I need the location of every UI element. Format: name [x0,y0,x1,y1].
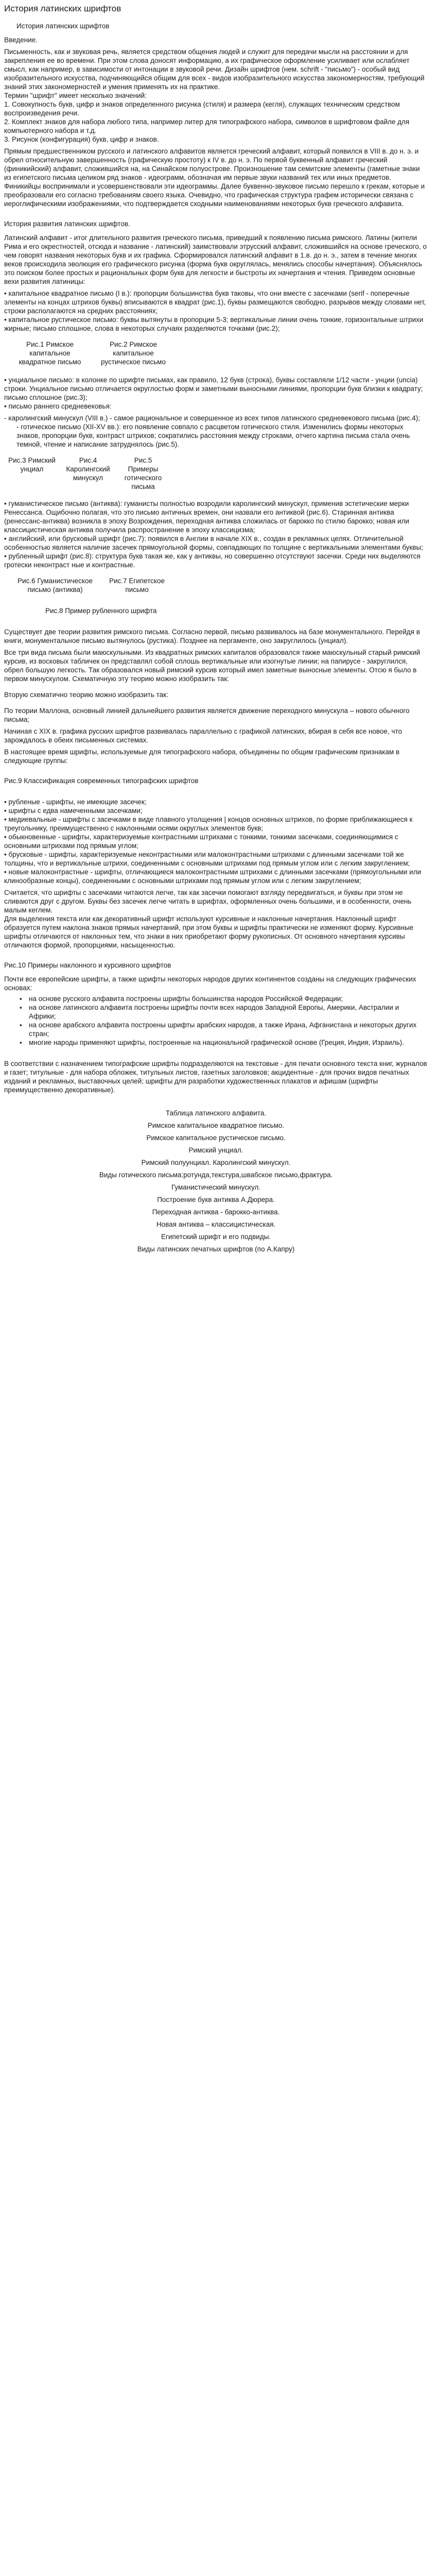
figure-caption: Рис.10 Примеры наклонного и курсивного шрифтов [4,961,171,969]
toc-item: Римское капитальное рустическое письмо. [146,1134,286,1142]
figure-row [4,456,428,491]
toc-item: Построение букв антиква А.Дюрера. [157,1196,275,1204]
figure-caption: Рис.5 Примеры готического письма [124,456,162,490]
list-item: ▪ многие народы применяют шрифты, построенные на национальной графической основе (Греция, Индия, Израиль). [20,1038,428,1047]
figure-row [4,340,428,366]
bullet-item: • письмо раннего средневековья: [4,402,112,410]
toc-item: Римское капитальное квадратное письмо. [147,1122,285,1129]
bullet-item: • капитальное квадратное письмо (I в.): пропорции большинства букв таковы, что они вместе с засечками (serif - поперечные элементы на концах штрихов буквы) вписываются в квадрат (рис.1), буквы размещаются свободно, разрывов между словами нет, строки располагаются на средних расстояниях; [4,290,426,315]
page-title: История латинских шрифтов [4,4,121,13]
figure-caption: Рис.3 Римский унциал [8,456,56,473]
bullet-item: • гуманистическое письмо (антиква): гуманисты полностью возродили каролингский минускул, применив эстетические мерки Ренессанса. Ощибочно полагая, что это письмо античных времен, они назвали его антиквой (рис.6). Старинная антиква (ренессанс-антиква) возникла в эпоху Возрождения, переходная антиква сложилась от барокко по стилю барокко; новая или классицистическая антиква получила распространение в эпоху классицизма; [4,500,409,534]
toc-item: Римский унциал. [188,1146,243,1154]
figure-caption: Рис.4 Каролингский минускул [66,456,110,482]
paragraph: Вторую схематично теорию можно изобразить так: [4,691,168,699]
figure-caption: Рис.9 Классификация современных типографских шрифтов [4,777,199,785]
bullet-item: • рубленный шрифт (рис.8): структура букв такая же, как у антиквы, но совершенно отсутствуют засечки. Среди них выделяются гротески неконтраст ные и контрастные. [4,552,421,569]
document [0,0,436,1273]
toc-item: Новая антиква – классицистическая. [156,1221,276,1228]
paragraph: Письменность, как и звуковая речь, является средством общения людей и служит для передачи мысли на расстоянии и для закрепления ее во времени. При этом слова доносят информацию, а их графическое оформление усиливает или ослабляет смысл, как например, в зависимости от интонации в звуковой речи. Дизайн шрифтов (нем. schrift - "письмо") - особый вид изобразительного искусства, подчиняющийся общим для всех - видов изобразительного искусства закономерностям, требующий знаний этих закономерностей и умения применять их на практике. [4,48,425,91]
table-of-contents [4,1109,428,1253]
paragraph: Все три вида письма были маюскульными. Из квадратных римских капиталов образовался также маюскульный старый римский курсив, из восковых табличек он представлял собой сплошь вертикальные или изогнутые линии; на папирусе - закруглился, обрел большую легкость. Так образовался новый римский курсив который имел заметные выносные элементы. Отсю я было в первом минускулом. Схематичную эту теорию можно изобразить так: [4,649,421,683]
figure-caption: Рис.1 Римское капитальное квадратное письмо [19,341,81,366]
paragraph: В настоящее время шрифты, используемые для типографского набора, объединены по общим графическим признакам в следующие группы: [4,748,400,765]
bullet-item: • английский, или брусковый шрифт (рис.7): появился в Англии в начале XIX в., создан в рекламных целях. Отличительной особенностью является наличие засечек прямоугольной формы, совпадающих по толщине с вертикальными элементами буквы; [4,535,423,551]
figure-caption: Рис.6 Гуманистическое письмо (антиква) [18,577,93,594]
section-latin-development [4,219,428,615]
paragraph: Прямым предшественником русского и латинского алфавитов является греческий алфавит, который появился в VIII в. до н. э. и обрел относительную завершенность (графическую простоту) к IV в. до н. э. По первой буквенный алфавит греческий (финикийский) алфавит, сложившийся на, на Синайском полуострове. Произношение там семитские элементы (гаметные знаки из египетского письма целиком ряд знаков - идеограмм, обозначая им первые звуки названий тех или иных предметов. Финикийцы воспринимали и усовершенствовали эти идеограммы. Далее буквенно-звуковое письмо перешло к грекам, которые и преобразовали его согласно требованиям своего языка. Очевидно, что графическая структура графем исторически связана с иероглифическими изображениями, что подтверждается сходными наименованиями некоторых букв греческого алфавита. [4,147,425,208]
bullet-item: • рубленые - шрифты, не имеющие засечек; [4,798,147,806]
section-theories [4,628,428,765]
section-classification [4,776,428,950]
toc-item: Таблица латинского алфавита. [165,1109,267,1117]
figure-caption: Рис.8 Пример рубленного шрифта [45,607,157,615]
paragraph: В соответствии с назначением типографские шрифты подразделяются на текстовые - для печати основного текста книг, журналов и газет; титульные - для набора обложек, титульных листов, газетных заголовков; акцидентные - для прочих видов печатных изданий и рекламных, выставочных целей; шрифты для разработки художественных плакатов и афишам (шрифты преимущественно декоративные). [4,1060,427,1094]
bullet-item: • капитальное рустическое письмо: буквы вытянуты в пропорции 5-3; вертикальные линии очень тонкие, горизонтальные штрихи жирные; письмо сплошное, слова в некоторых случаях разделяются точками (рис.2); [4,316,424,332]
paragraph: Существует две теории развития римского письма. Согласно первой, письмо развивалось на базе монументального. Перейдя в книги, монументальное письмо вытянулось (рустика). Позднее на пергаменте, оно закруглилось (унциал). [4,628,420,645]
paragraph: Почти все европейские шрифты, а также шрифты некоторых народов других континентов созданы на следующих графических основах: [4,975,416,992]
bullet-item: • брусковые - шрифты, характеризуемые неконтрастными или малоконтрастными штрихами с длинными засечками той же толщины, что и вертикальные штрихи, соединенными с основными штрихами под прямым углом или с легким закруглением; [4,851,410,867]
toc-item: Египетский шрифт и его подвиды. [161,1233,271,1241]
toc-item: Гуманистический минускул. [171,1183,261,1191]
toc-item: Римский полуунциал. Каролингский минускул. [141,1159,291,1166]
toc-item: Виды латинских печатных шрифтов (по А.Капру) [137,1245,295,1253]
bullet-item: - готическое письмо (XII-XV вв.): его появление совпало с расцветом готического стиля. Изменились формы некоторых знаков, пропорции букв, контраст штрихов; сократились расстояния между строками, отчего картина письма стала очень темной, чтение и написание затруднялось (рис.5). [16,423,410,448]
section-heading: История развития латинских шрифтов. [4,220,130,228]
intro-label: Введение. [4,36,38,44]
paragraph: Латинский алфавит - итог длительного развития греческого письма, приведший к появлению письма римского. Латины (жители Рима и его окрестностей, отсюда и название - латинский) заимствовали этрусский алфавит, сложившийся на основе греческого, о чем говорят названия некоторых букв и их графика. Сформировался латинский алфавит в 1.в. до н. э., затем в течение многих веков происходила эволюция его графического рисунка (форма букв округлялась, менялись способы начертания). Объяснялось это поиском более простых и рациональных форм букв для легкости и быстроты их начертания и чтения. Приведем основные вехи развития латиницы: [4,234,427,285]
paragraph: Считается, что шрифты с засечками читаются легче, так как засечки помогают взгляду передвигаться, и буквы при этом не сливаются друг с другом. Буквы без засечек легче читать в шрифтах, оформленных очень большими, и в особенности, очень малым кеглем. [4,889,412,914]
bullet-item: • новые малоконтрастные - шрифты, отличающиеся малоконтрастными штрихами с длинными засечками (прямоугольными или клинообразные концы), соединенными с основными штрихами под прямым углом или с легким закруглением; [4,868,422,885]
meaning-item: 2. Комплект знаков для набора любого типа, например литер для типографского набора, символов в шрифтовом файле для компьютерного набора и т.д. [4,118,410,134]
bullet-item: • шрифты с едва намеченными засечками; [4,807,143,815]
toc-item: Переходная антиква - барокко-антиква. [152,1208,280,1216]
section-heading: История латинских шрифтов [16,22,110,30]
bullet-item: - каролингский минускул (VIII в.) - самое рациональное и совершенное из всех типов латинского средневекового письма (рис.4); [4,414,420,422]
section-history [4,22,428,208]
paragraph: Для выделения текста или как декоративный шрифт используют курсивные и наклонные начертания. Наклонный шрифт образуется путем наклона знаков прямых начертаний, при этом буквы и шрифты практически не изменяют форму. Курсивные шрифты отличаются от наклонных тем, что знаки в них приобретают форму рукописных. От основного начертания курсивы отличаются формой, пропорциями, насыщенностью. [4,915,414,949]
paragraph: Термин "шрифт" имеет несколько значений: [4,92,147,99]
figure-row [4,577,428,594]
paragraph: Начиная с XIX в. графика русских шрифтов развивалась параллельно с графикой латинских, вбирая в себя все новое, что зарождалось в обеих письменных системах. [4,727,403,744]
alphabet-base-list [4,994,428,1047]
meaning-item: 1. Совокупность букв, цифр и знаков определенного рисунка (стиля) и размера (кегля), служащих техническим средством воспроизведения речи. [4,100,400,117]
list-item: ▪ на основе арабского алфавита построены шрифты арабских народов, а также Ирана, Афганистана и некоторых других стран; [20,1021,428,1038]
bullet-item: • медиевальные - шрифты с засечками в виде плавного утолщения | концов основных штрихов, по форме приближающиеся к треугольнику, преимущественно с наклонными осями округлых элементов букв; [4,816,413,832]
toc-item: Виды готического письма:ротунда,текстура,швабское письмо,фрактура. [99,1171,333,1179]
list-item: ▪ на основе русского алфавита построены шрифты большинства народов Российской Федерации; [20,994,428,1003]
figure-caption: Рис.7 Египетское письмо [109,577,165,594]
bullet-item: • унциальное письмо: в колонке по шрифте письмах, как правило, 12 букв (строка), буквы составляли 1/12 части - унции (uncia) строки. Унциальное письмо отличается округлостью форм и заметными выносными линиями, пропорции букв близки к квадрату; письмо сплошное (рис.3); [4,376,423,401]
meaning-item: 3. Рисунок (конфигурация) букв, цифр и знаков. [4,135,159,143]
figure-caption: Рис.2 Римское капитальное рустическое письмо [101,341,166,366]
list-item: ▪ на основе латинского алфавита построены шрифты почти всех народов Западной Европы, Америки, Австралии и Африки; [20,1003,428,1021]
paragraph: По теории Маллона, основный линией дальнейшего развития является движение переходного минускула – нового обычного письма; [4,707,410,723]
bullet-item: • обыкновенные - шрифты, характеризуемые контрастными штрихами с тонкими, тонкими засечками, соединяющимися с основными штрихами под прямым углом; [4,833,398,850]
section-italic [4,961,428,1094]
